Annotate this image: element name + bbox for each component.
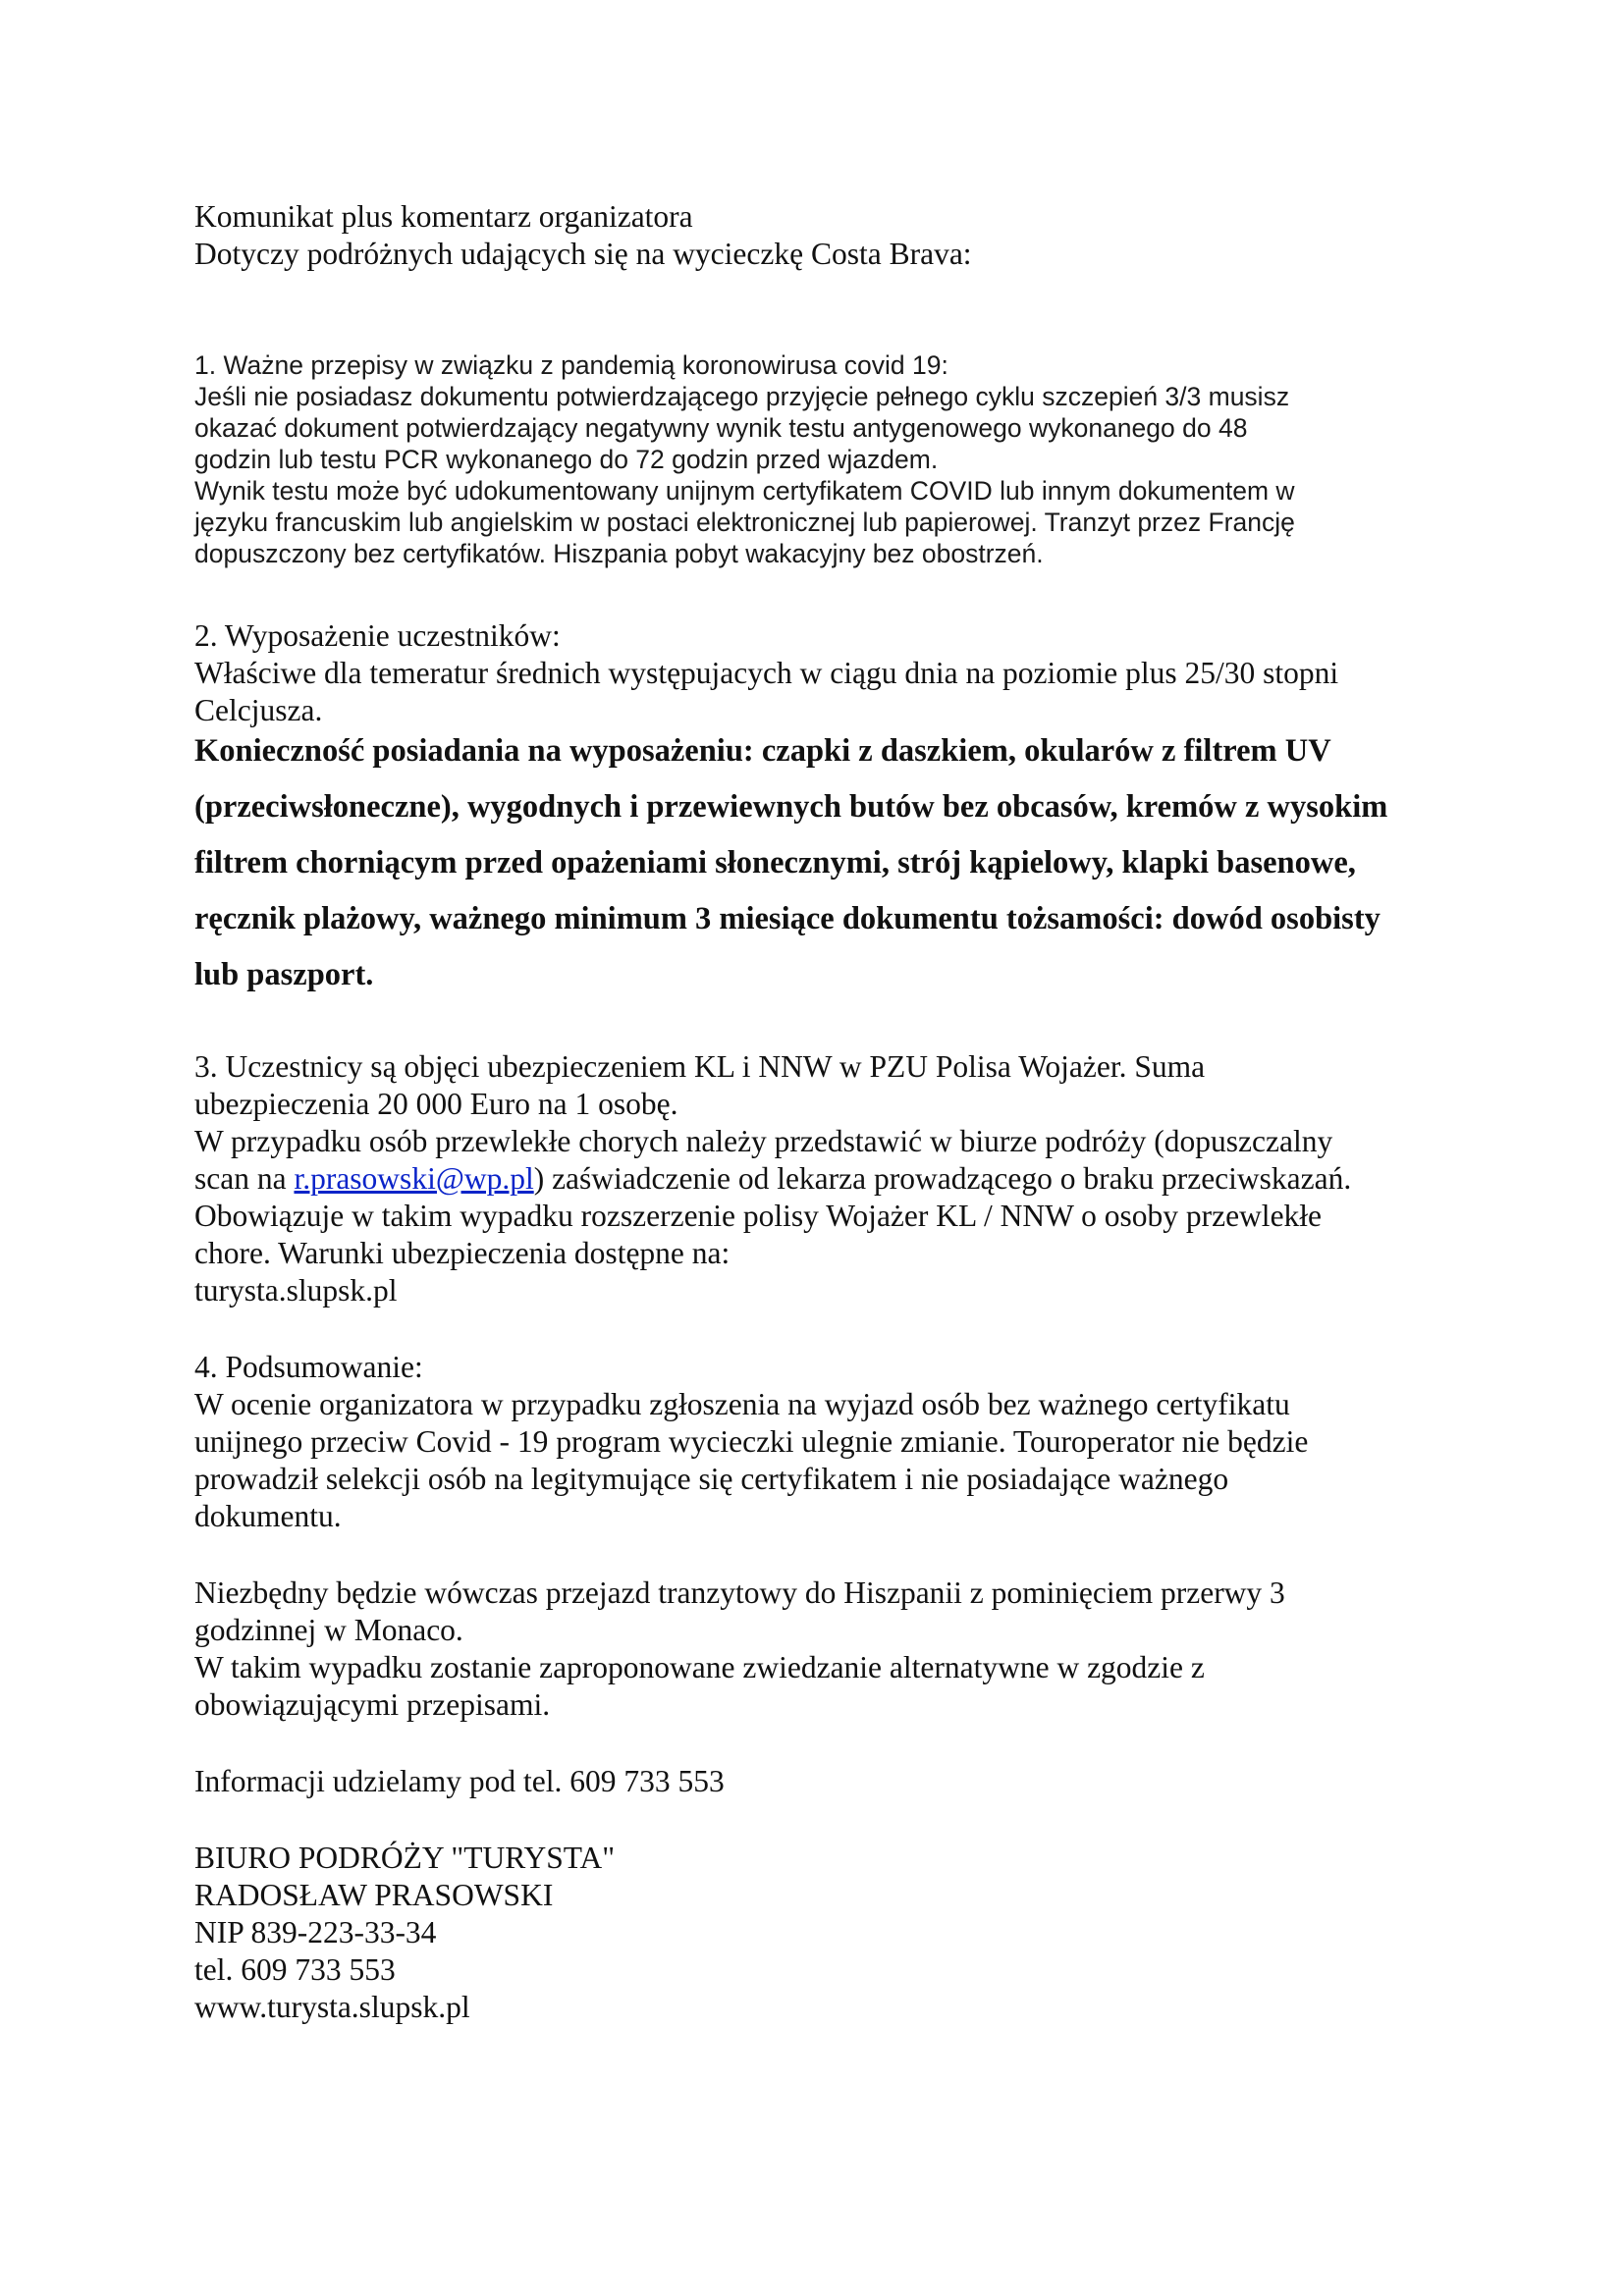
section-2-bold-line: (przeciwsłoneczne), wygodnych i przewiewnych butów bez obcasów, kremów z wysokim <box>194 789 1388 825</box>
section-2-bold-line: filtrem chorniącym przed opażeniami słonecznymi, strój kąpielowy, klapki basenowe, <box>194 845 1356 881</box>
section-4-line: godzinnej w Monaco. <box>194 1613 463 1647</box>
section-3-line: ubezpieczenia 20 000 Euro na 1 osobę. <box>194 1087 678 1121</box>
section-4-line: W ocenie organizatora w przypadku zgłoszenia na wyjazd osób bez ważnego certyfikatu <box>194 1387 1290 1421</box>
scan-prefix: scan na <box>194 1161 295 1196</box>
document-subtitle: Dotyczy podróżnych udających się na wycieczkę Costa Brava: <box>194 237 972 271</box>
email-link[interactable]: r.prasowski@wp.pl <box>294 1161 534 1196</box>
section-3-scan-line <box>194 1160 1351 1198</box>
footer-nip: NIP 839-223-33-34 <box>194 1915 437 1949</box>
section-2-line: Właściwe dla temeratur średnich występujacych w ciągu dnia na poziomie plus 25/30 stopni <box>194 656 1339 690</box>
section-1-line: Wynik testu może być udokumentowany unijnym certyfikatem COVID lub innym dokumentem w <box>194 476 1295 506</box>
section-1-line: Jeśli nie posiadasz dokumentu potwierdzającego przyjęcie pełnego cyklu szczepień 3/3 musisz <box>194 382 1290 411</box>
footer-phone: tel. 609 733 553 <box>194 1952 396 1987</box>
document-title: Komunikat plus komentarz organizatora <box>194 199 693 234</box>
footer-website: www.turysta.slupsk.pl <box>194 1990 470 2024</box>
section-3-line: 3. Uczestnicy są objęci ubezpieczeniem KL i NNW w PZU Polisa Wojażer. Suma <box>194 1049 1206 1084</box>
section-1-line: języku francuskim lub angielskim w postaci elektronicznej lub papierowej. Tranzyt przez Francję <box>194 507 1295 537</box>
section-4-line: Niezbędny będzie wówczas przejazd tranzytowy do Hiszpanii z pominięciem przerwy 3 <box>194 1575 1285 1610</box>
section-2-line: Celcjusza. <box>194 693 323 727</box>
section-3-line: W przypadku osób przewlekłe chorych należy przedstawić w biurze podróży (dopuszczalny <box>194 1124 1333 1158</box>
section-3-line: chore. Warunki ubezpieczenia dostępne na: <box>194 1236 731 1270</box>
section-3-line: Obowiązuje w takim wypadku rozszerzenie polisy Wojażer KL / NNW o osoby przewlekłe <box>194 1199 1323 1233</box>
section-4-line: W takim wypadku zostanie zaproponowane zwiedzanie alternatywne w zgodzie z <box>194 1650 1205 1684</box>
section-4-line: obowiązującymi przepisami. <box>194 1687 551 1722</box>
section-1-line: godzin lub testu PCR wykonanego do 72 godzin przed wjazdem. <box>194 445 939 474</box>
section-2-bold-line: ręcznik plażowy, ważnego minimum 3 miesiące dokumentu tożsamości: dowód osobisty <box>194 901 1380 936</box>
section-4-line: unijnego przeciw Covid - 19 program wycieczki ulegnie zmianie. Touroperator nie będzie <box>194 1424 1309 1459</box>
scan-suffix: ) zaświadczenie od lekarza prowadzącego o braku przeciwskazań. <box>533 1161 1352 1196</box>
insurance-url: turysta.slupsk.pl <box>194 1273 398 1308</box>
footer-owner: RADOSŁAW PRASOWSKI <box>194 1878 554 1912</box>
contact-info: Informacji udzielamy pod tel. 609 733 553 <box>194 1764 725 1798</box>
section-1-line: dopuszczony bez certyfikatów. Hiszpania pobyt wakacyjny bez obostrzeń. <box>194 539 1044 568</box>
section-2-bold-line: Konieczność posiadania na wyposażeniu: czapki z daszkiem, okularów z filtrem UV <box>194 733 1331 769</box>
section-4-heading: 4. Podsumowanie: <box>194 1350 423 1384</box>
section-4-line: prowadził selekcji osób na legitymujące się certyfikatem i nie posiadające ważnego <box>194 1462 1229 1496</box>
section-1-heading: 1. Ważne przepisy w związku z pandemią koronowirusa covid 19: <box>194 350 948 380</box>
section-2-bold-line: lub paszport. <box>194 957 374 992</box>
footer-company: BIURO PODRÓŻY "TURYSTA" <box>194 1841 616 1875</box>
section-2-heading: 2. Wyposażenie uczestników: <box>194 618 561 653</box>
section-1-line: okazać dokument potwierdzający negatywny wynik testu antygenowego wykonanego do 48 <box>194 413 1248 443</box>
section-4-line: dokumentu. <box>194 1499 342 1533</box>
